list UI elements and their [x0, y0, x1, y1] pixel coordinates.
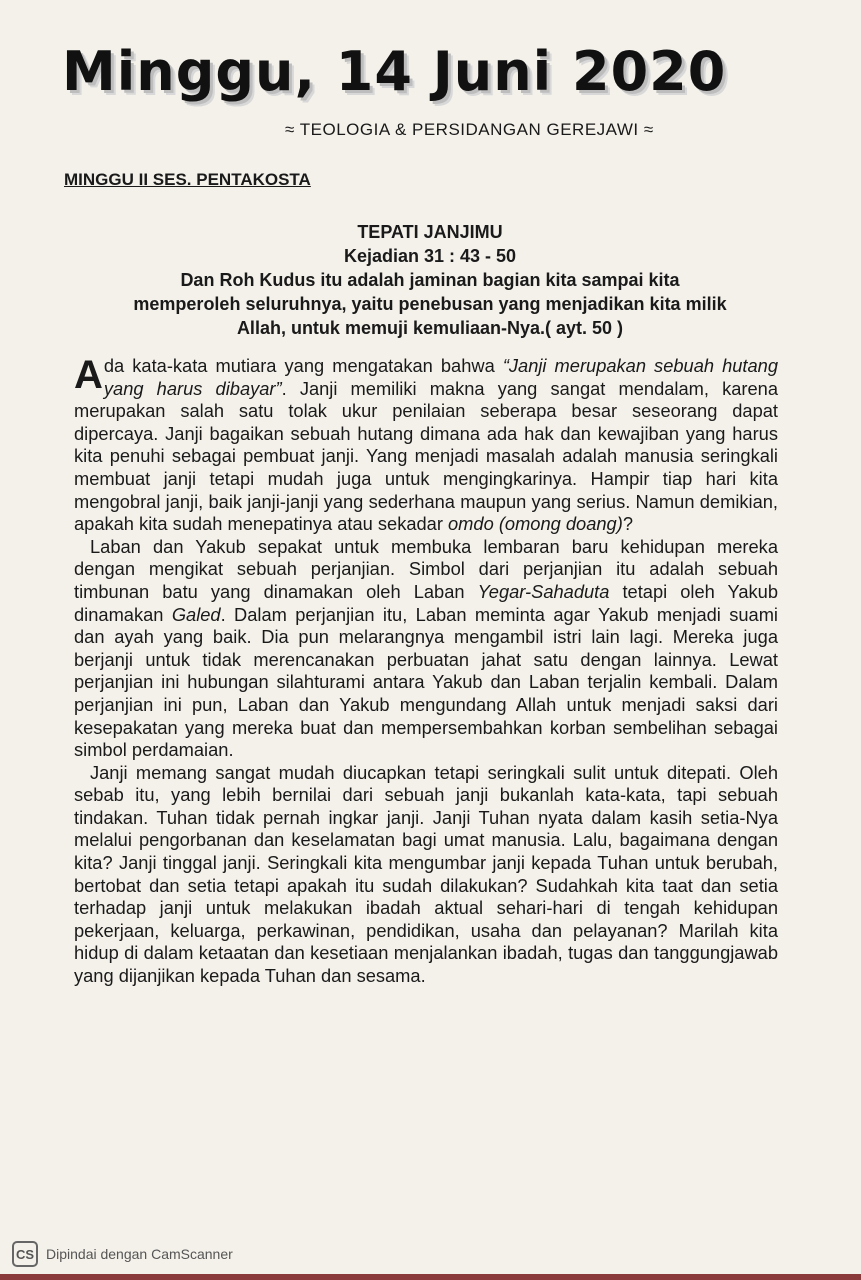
yegar-italic: Yegar-Sahaduta: [477, 580, 610, 602]
camscanner-icon: CS: [12, 1241, 38, 1267]
page-subtitle: ≈ TEOLOGIA & PERSIDANGAN GEREJAWI ≈: [285, 120, 654, 139]
section-label: MINGGU II SES. PENTAKOSTA: [64, 170, 311, 189]
text-span: ?: [622, 513, 633, 535]
paragraph-1: [74, 355, 778, 536]
sermon-theme: TEPATI JANJIMU: [357, 222, 503, 242]
verse-line: Allah, untuk memuji kemuliaan-Nya.( ayt. 50 ): [236, 318, 624, 338]
text-span: . Dalam perjanjian itu, Laban meminta agar Yakub menjadi suami dan ayah yang baik. Dia pun melarangnya mengambil istri lain lagi. Mereka juga berjanji untuk tidak merencanakan perbuatan jahat satu dengan lainnya. Lewat perjanjian ini hubungan silahturami antara Yakub dan Laban terjalin kembali. Dalam perjanjian ini pun, Laban dan Yakub mengundang Allah untuk menjadi saksi dari kesepakatan yang mereka buat dan mempersembahkan korban sembelihan sebagai simbol perdamaian.: [74, 603, 778, 761]
quote-italic: “Janji merupakan sebuah hutang yang harus dibayar”: [103, 355, 778, 399]
verse-line: Dan Roh Kudus itu adalah jaminan bagian kita sampai kita: [180, 270, 680, 290]
sermon-reference: Kejadian 31 : 43 - 50: [343, 246, 517, 266]
watermark-text: Dipindai dengan CamScanner: [46, 1246, 233, 1262]
omdo-italic: omdo (omong doang): [448, 513, 623, 535]
galed-italic: Galed: [171, 603, 221, 625]
text-span: tetapi oleh Yakub dinamakan: [74, 580, 778, 625]
page-title: Minggu, 14 Juni 2020: [62, 40, 727, 103]
text-span: . Janji memiliki makna yang sangat mendalam, karena merupakan salah satu tolak ukur penilaian seberapa besar seseorang dapat dipercaya. Janji bagaikan sebuah hutang dimana ada hak dan kewajiban yang harus kita penuhi sebagai pembuat janji. Yang menjadi masalah adalah manusia seringkali membuat janji tetapi mudah juga untuk mengingkarinya. Hampir tiap hari kita mengobral janji, baik janji-janji yang sederhana maupun yang serius. Namun demikian, apakah kita sudah menepatinya atau sekadar: [74, 377, 778, 535]
verse-line: memperoleh seluruhnya, yaitu penebusan yang menjadikan kita milik: [133, 294, 727, 314]
drop-cap: A: [74, 353, 103, 397]
bottom-edge: [0, 1274, 861, 1280]
text-span: da kata-kata mutiara yang mengatakan bahwa: [103, 355, 503, 376]
scanner-watermark: [12, 1240, 233, 1268]
paragraph-2: [74, 536, 778, 762]
article-body: [74, 355, 778, 988]
text-span: Laban dan Yakub sepakat untuk membuka lembaran baru kehidupan mereka dengan mengikat sebuah perjanjian. Simbol dari perjanjian itu adalah sebuah timbunan batu yang dinamakan oleh Laban: [74, 535, 778, 602]
sermon-heading: [60, 220, 800, 340]
paragraph-3: Janji memang sangat mudah diucapkan tetapi seringkali sulit untuk ditepati. Oleh sebab itu, yang lebih bernilai dari sebuah janji bukanlah kata-kata, tapi sebuah tindakan. Tuhan tidak pernah ingkar janji. Janji Tuhan nyata dalam kasih setia-Nya melalui pengorbanan dan keselamatan bagi umat manusia. Lalu, bagaimana dengan kita? Janji tinggal janji. Seringkali kita mengumbar janji kepada Tuhan untuk berubah, bertobat dan setia tetapi apakah itu sudah dilakukan? Sudahkah kita taat dan setia terhadap janji untuk melakukan ibadah aktual sehari-hari di tengah kehidupan pekerjaan, keluarga, perkawinan, pendidikan, usaha dan pelayanan? Marilah kita hidup di dalam ketaatan dan kesetiaan menjalankan ibadah, tugas dan tanggungjawab yang dijanjikan kepada Tuhan dan sesama.: [74, 761, 778, 987]
